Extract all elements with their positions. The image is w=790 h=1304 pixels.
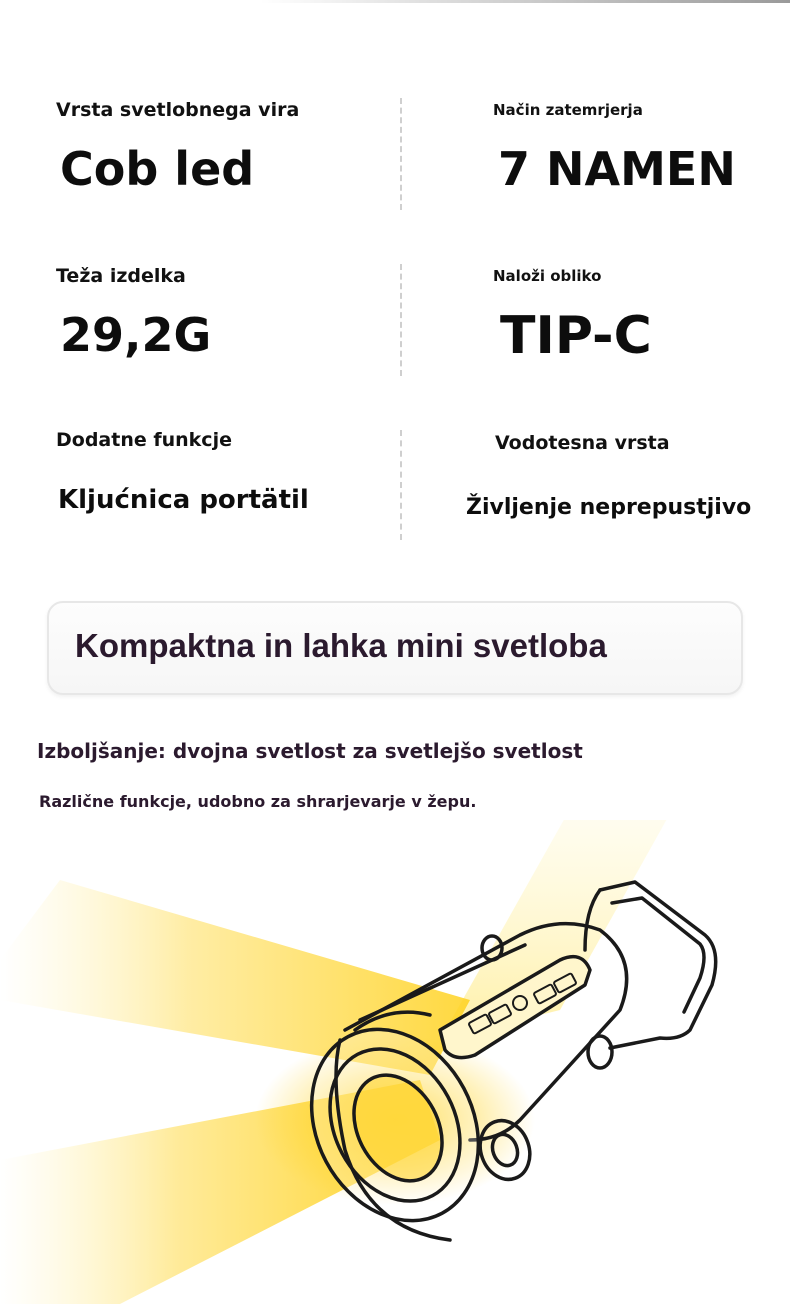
waterproof-value: Življenje neprepustjivo — [466, 495, 752, 520]
feature-detail: Različne funkcje, udobno za shrarjevarje v žepu. — [39, 792, 477, 811]
keychain-flashlight-illustration — [0, 820, 790, 1304]
feature-headline: Izboljšanje: dvojna svetlost za svetlejšo svetlost — [37, 739, 583, 763]
column-divider — [400, 264, 402, 376]
weight-label: Teža izdelka — [56, 265, 186, 287]
feature-banner — [47, 601, 743, 695]
light-source-value: Cob led — [60, 142, 255, 196]
waterproof-label: Vodotesna vrsta — [495, 432, 670, 454]
banner-title: Kompaktna in lahka mini svetloba — [75, 627, 607, 664]
extras-label: Dodatne funkcje — [56, 429, 232, 451]
extras-value: Kljućnica portätil — [58, 485, 309, 515]
top-accent-line — [260, 0, 790, 3]
light-source-label: Vrsta svetlobnega vira — [56, 99, 300, 121]
column-divider — [400, 430, 402, 540]
dimming-label: Način zatemrjerja — [493, 101, 643, 119]
column-divider — [400, 98, 402, 210]
weight-value: 29,2G — [60, 308, 212, 362]
charging-label: Naloži obliko — [493, 267, 602, 285]
charging-value: TIP-C — [500, 306, 652, 366]
dimming-value: 7 NAMEN — [498, 142, 736, 196]
